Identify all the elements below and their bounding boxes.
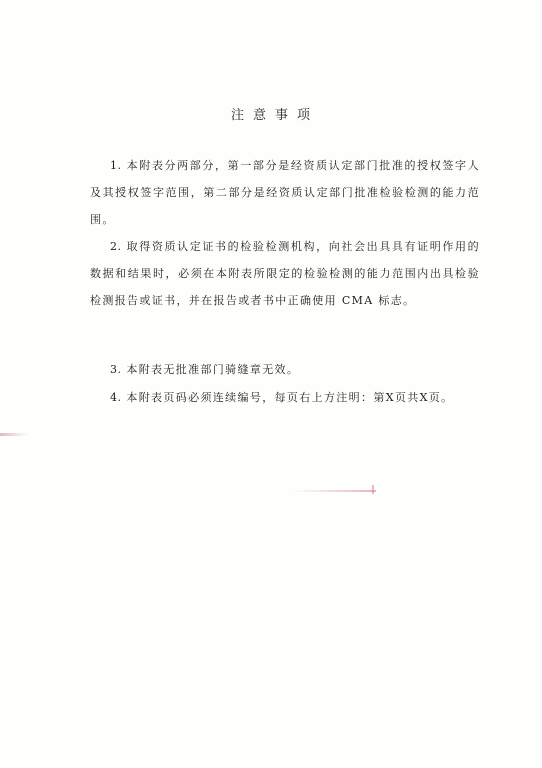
list-item: [90, 384, 480, 411]
item-text: 本附表分两部分，第一部分是经资质认定部门批准的授权签字人及其授权签字范围，第二部分是经资质认定部门批准检验检测的能力范围。: [90, 159, 480, 226]
item-text: 本附表页码必须连续编号，每页右上方注明：第X页共X页。: [126, 391, 454, 404]
item-text: 取得资质认定证书的检验检测机构，向社会出具具有证明作用的数据和结果时，必须在本附表所限定的检验检测的能力范围内出具检验检测报告或证书，并在报告或者书中正确使用 CMA 标志。: [90, 240, 480, 307]
item-number: 1.: [110, 159, 122, 172]
list-item: [90, 233, 480, 314]
seal-edge-mark: [292, 490, 376, 492]
list-item: [90, 152, 480, 233]
item-number: 2.: [110, 240, 122, 253]
list-item: [90, 356, 480, 383]
seal-edge-mark: [0, 433, 28, 436]
item-number: 3.: [110, 363, 122, 376]
item-text: 本附表无批准部门骑缝章无效。: [126, 363, 300, 376]
item-number: 4.: [110, 391, 122, 404]
page-title: 注意事项: [230, 108, 319, 123]
seal-edge-mark: [372, 485, 374, 494]
